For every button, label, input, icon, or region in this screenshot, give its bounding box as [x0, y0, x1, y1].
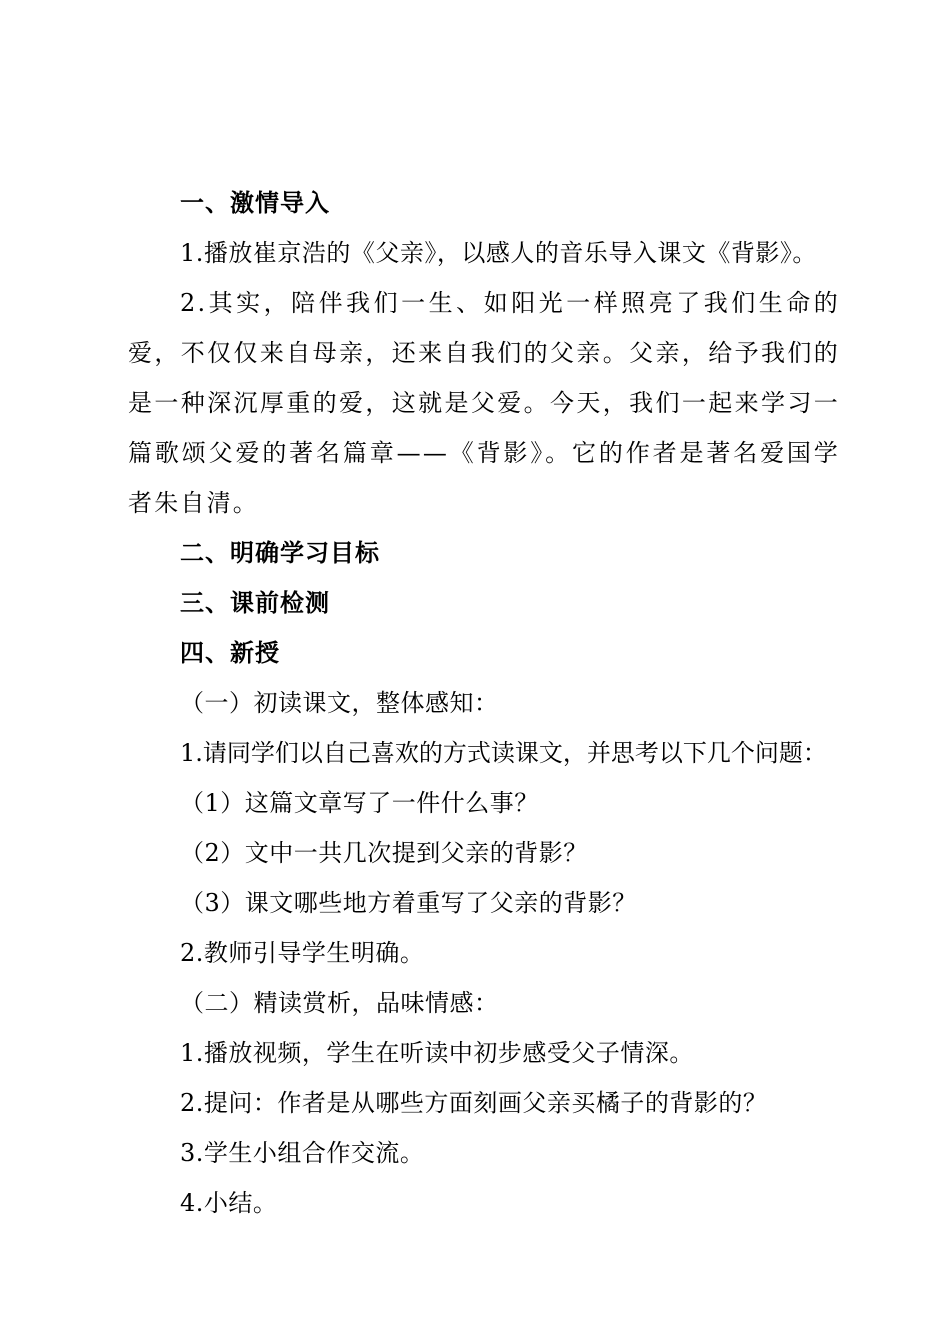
section-heading-pretest: 三、课前检测: [180, 589, 330, 617]
paragraph-music-intro: 1.播放崔京浩的《父亲》，以感人的音乐导入课文《背影》。: [180, 239, 817, 267]
section-heading-intro: 一、激情导入: [180, 189, 330, 217]
list-item-question: 2.提问：作者是从哪些方面刻画父亲买橘子的背影的？: [180, 1089, 768, 1117]
list-item-group-discussion: 3.学生小组合作交流。: [180, 1139, 425, 1167]
list-item-teacher-guide: 2.教师引导学生明确。: [180, 939, 425, 967]
section-heading-new-lesson: 四、新授: [180, 639, 280, 667]
question-item-1: （1）这篇文章写了一件什么事？: [180, 789, 539, 817]
section-heading-goals: 二、明确学习目标: [180, 539, 380, 567]
paragraph-father-love: 2.其实，陪伴我们一生、如阳光一样照亮了我们生命的爱，不仅仅来自母亲，还来自我们的父亲。父亲，给予我们的是一种深沉厚重的爱，这就是父爱。今天，我们一起来学习一篇歌颂父爱的著名篇章——《背影》。它的作者是著名爱国学者朱自清。: [128, 289, 840, 517]
list-item-summary: 4.小结。: [180, 1189, 278, 1217]
subsection-first-reading: （一）初读课文，整体感知：: [180, 689, 499, 717]
list-item-video: 1.播放视频，学生在听读中初步感受父子情深。: [180, 1039, 694, 1067]
subsection-close-reading: （二）精读赏析，品味情感：: [180, 989, 499, 1017]
document-body: [128, 178, 840, 1228]
question-item-3: （3）课文哪些地方着重写了父亲的背影？: [180, 889, 637, 917]
question-item-2: （2）文中一共几次提到父亲的背影？: [180, 839, 588, 867]
list-item-read-text: 1.请同学们以自己喜欢的方式读课文，并思考以下几个问题：: [180, 739, 827, 767]
